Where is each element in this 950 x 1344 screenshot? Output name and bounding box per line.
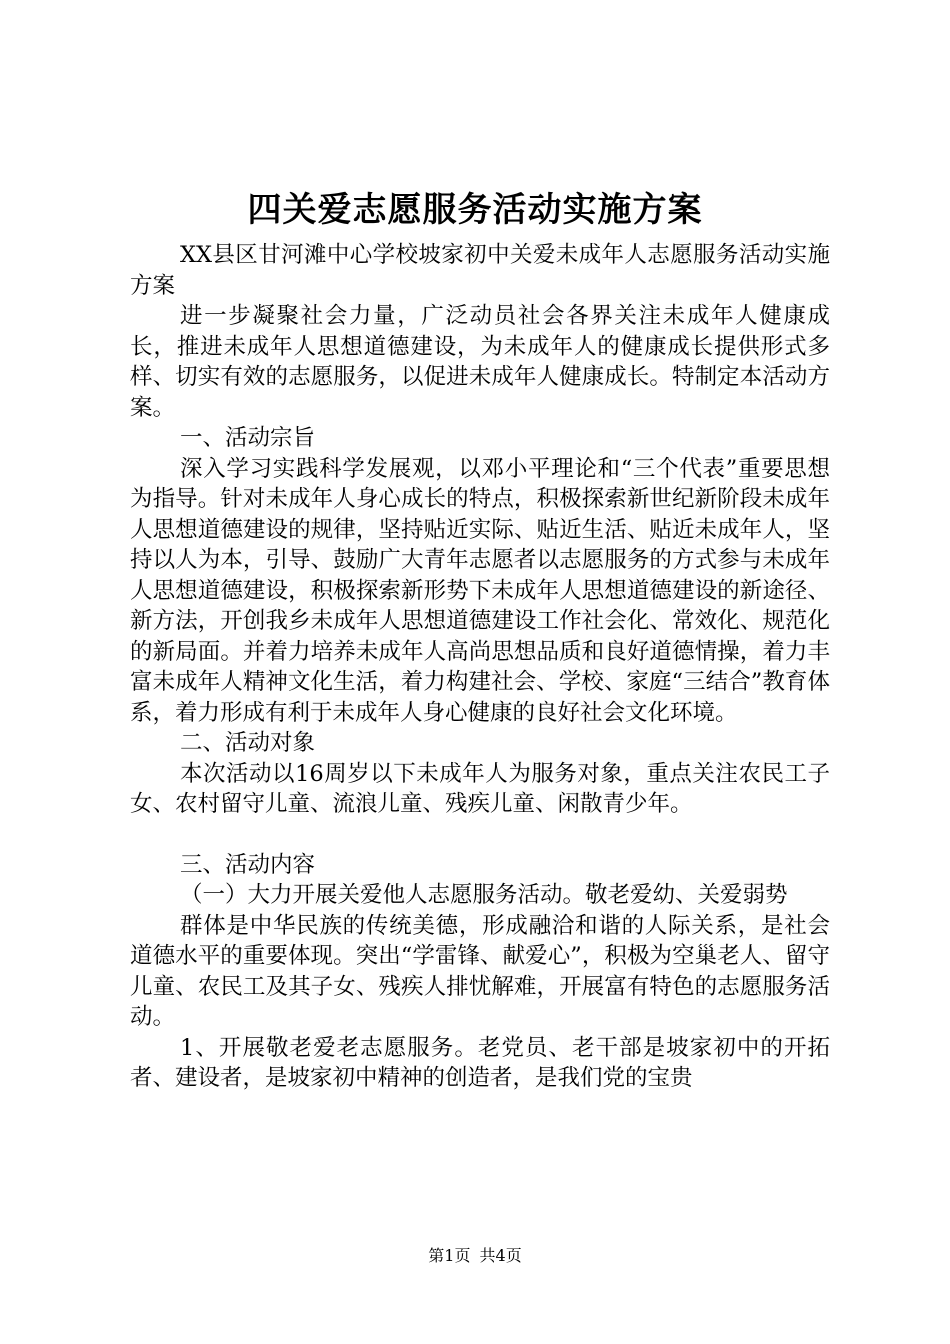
page-footer bbox=[0, 1243, 950, 1269]
page-number: 第1页 bbox=[428, 1246, 471, 1265]
document-body bbox=[130, 240, 830, 1094]
paragraph-care: 群体是中华民族的传统美德，形成融洽和谐的人际关系，是社会道德水平的重要体现。突出“学雷锋、献爱心”，积极为空巢老人、留守儿童、农民工及其子女、残疾人排忧解难，开展富有特色的志愿服务活动。 bbox=[130, 912, 830, 1030]
page-total: 共4页 bbox=[479, 1246, 522, 1265]
section-heading-target: 二、活动对象 bbox=[180, 730, 316, 756]
paragraph-subtitle: XX县区甘河滩中心学校坡家初中关爱未成年人志愿服务活动实施方案 bbox=[130, 242, 830, 299]
section-heading-purpose: 一、活动宗旨 bbox=[180, 425, 316, 451]
paragraph-target: 本次活动以16周岁以下未成年人为服务对象，重点关注农民工子女、农村留守儿童、流浪儿童、残疾儿童、闲散青少年。 bbox=[130, 760, 830, 817]
paragraph-intro: 进一步凝聚社会力量，广泛动员社会各界关注未成年人健康成长，推进未成年人思想道德建设，为未成年人的健康成长提供形式多样、切实有效的志愿服务，以促进未成年人健康成长。特制定本活动方案。 bbox=[130, 303, 830, 421]
subsection-heading-care: （一）大力开展关爱他人志愿服务活动。敬老爱幼、关爱弱势 bbox=[180, 882, 788, 908]
document-title: 四关爱志愿服务活动实施方案 bbox=[247, 190, 703, 230]
paragraph-elderly-care: 1、开展敬老爱老志愿服务。老党员、老干部是坡家初中的开拓者、建设者，是坡家初中精神的创造者，是我们党的宝贵 bbox=[130, 1034, 830, 1091]
blank-line bbox=[130, 820, 830, 850]
section-heading-content: 三、活动内容 bbox=[180, 851, 316, 878]
paragraph-purpose: 深入学习实践科学发展观，以邓小平理论和“三个代表”重要思想为指导。针对未成年人身心成长的特点，积极探索新世纪新阶段未成年人思想道德建设的规律，坚持贴近实际、贴近生活、贴近未成年人，坚持以人为本，引导、鼓励广大青年志愿者以志愿服务的方式参与未成年人思想道德建设，积极探索新形势下未成年人思想道德建设的新途径、新方法，开创我乡未成年人思想道德建设工作社会化、常效化、规范化的新局面。并着力培养未成年人高尚思想品质和良好道德情操，着力丰富未成年人精神文化生活，着力构建社会、学校、家庭“三结合”教育体系，着力形成有利于未成年人身心健康的良好社会文化环境。 bbox=[130, 455, 830, 726]
